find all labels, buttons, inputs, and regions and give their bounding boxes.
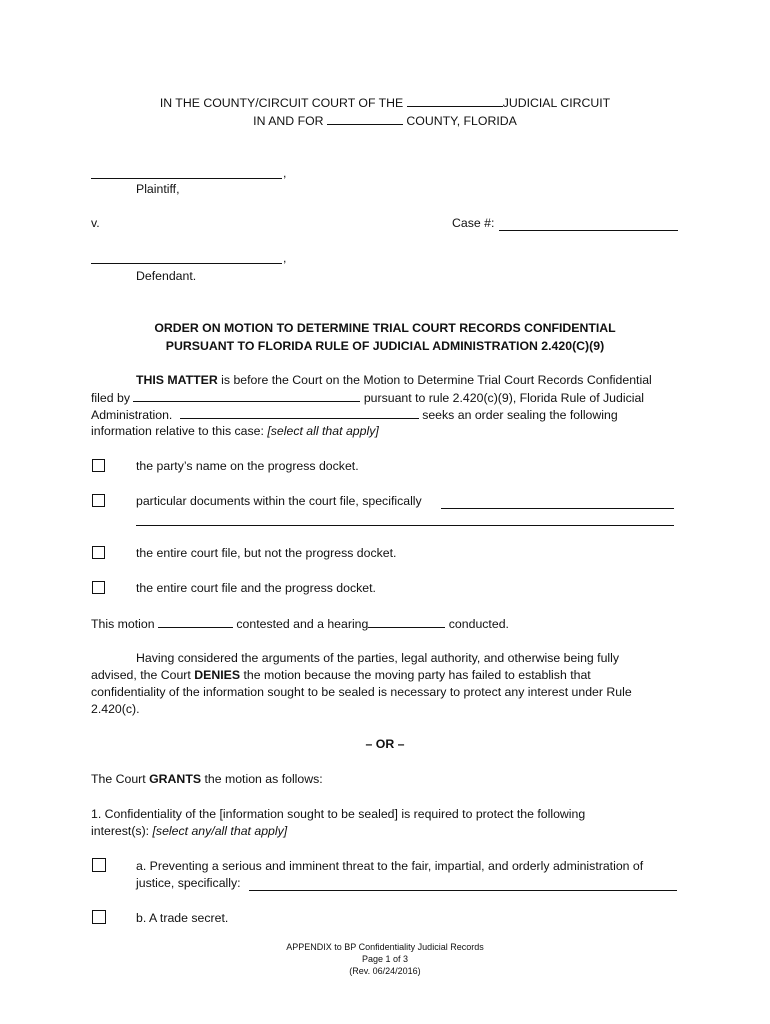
- denies-bold: DENIES: [194, 668, 241, 682]
- seeks-order-text: seeks an order sealing the following: [422, 408, 618, 422]
- interests-text: interest(s):: [91, 824, 150, 838]
- denies-reason-text: the motion because the moving party has failed to establish that: [243, 668, 591, 682]
- party-name-checkbox[interactable]: [92, 459, 105, 472]
- item-1-line-2: [91, 823, 287, 841]
- county-blank[interactable]: [327, 112, 403, 125]
- defendant-comma: ,: [283, 251, 287, 265]
- court-header-line-1: [0, 94, 770, 113]
- intro-line-1: [136, 372, 652, 390]
- filed-by-text: filed by: [91, 391, 130, 405]
- filed-by-blank[interactable]: [133, 389, 360, 402]
- the-court-text: The Court: [91, 772, 146, 786]
- versus-label: v.: [91, 216, 100, 230]
- entire-file-and-docket-label: the entire court file and the progress docket.: [136, 581, 376, 595]
- footer-appendix: APPENDIX to BP Confidentiality Judicial Records: [286, 942, 484, 952]
- information-relative-text: information relative to this case:: [91, 424, 264, 438]
- denies-line-4: 2.420(c).: [91, 702, 140, 716]
- plaintiff-label: Plaintiff,: [136, 182, 180, 196]
- entire-file-and-docket-checkbox[interactable]: [92, 581, 105, 594]
- rule-reference-text: pursuant to rule 2.420(c)(9), Florida Rule of Judicial: [363, 391, 645, 405]
- intro-line-2: [91, 389, 644, 408]
- judicial-circuit-blank[interactable]: [407, 94, 503, 107]
- plaintiff-comma: ,: [283, 166, 287, 180]
- intro-line-4: [91, 423, 379, 441]
- intro-line-3: [91, 406, 618, 425]
- header-county-text: COUNTY, FLORIDA: [406, 114, 517, 128]
- denies-line-2: [91, 667, 591, 685]
- motion-as-follows-text: the motion as follows:: [204, 772, 323, 786]
- contested-blank[interactable]: [158, 615, 233, 628]
- footer-revision: (Rev. 06/24/2016): [349, 966, 421, 976]
- conducted-text: conducted.: [448, 617, 509, 631]
- case-number-blank[interactable]: [499, 230, 678, 231]
- entire-file-not-docket-label: the entire court file, but not the progress docket.: [136, 546, 397, 560]
- hearing-blank[interactable]: [368, 615, 445, 628]
- select-all-instruction: [select all that apply]: [267, 424, 379, 438]
- grants-bold: GRANTS: [149, 772, 202, 786]
- this-motion-text: This motion: [91, 617, 155, 631]
- or-separator: – OR –: [365, 737, 405, 751]
- this-matter-bold: THIS MATTER: [136, 373, 218, 387]
- party-name-option-label: the party’s name on the progress docket.: [136, 459, 359, 473]
- motion-status-line: [91, 615, 509, 634]
- serious-threat-checkbox[interactable]: [92, 858, 106, 872]
- defendant-name-blank[interactable]: [91, 263, 282, 264]
- particular-documents-option-label: particular documents within the court file, specifically: [136, 494, 422, 508]
- header-court-text: IN THE COUNTY/CIRCUIT COURT OF THE: [159, 96, 404, 110]
- header-circuit-text: JUDICIAL CIRCUIT: [502, 96, 611, 110]
- order-title-line-1: ORDER ON MOTION TO DETERMINE TRIAL COURT RECORDS CONFIDENTIAL: [154, 321, 616, 335]
- select-any-instruction: [select any/all that apply]: [152, 824, 288, 838]
- intro-line-1-text: is before the Court on the Motion to Determine Trial Court Records Confidential: [217, 373, 652, 387]
- advised-text: advised, the Court: [91, 668, 191, 682]
- court-header-line-2: [0, 112, 770, 131]
- trade-secret-label: b. A trade secret.: [136, 911, 229, 925]
- entire-file-not-docket-checkbox[interactable]: [92, 546, 105, 559]
- particular-documents-option: [136, 493, 422, 511]
- contested-hearing-text: contested and a hearing: [236, 617, 369, 631]
- particular-documents-checkbox[interactable]: [92, 494, 105, 507]
- justice-specifically-blank[interactable]: [249, 890, 677, 891]
- denies-line-3: confidentiality of the information sought to be sealed is necessary to protect any interest under Rule: [91, 685, 632, 699]
- order-title-line-2: PURSUANT TO FLORIDA RULE OF JUDICIAL ADMINISTRATION 2.420(C)(9): [165, 339, 605, 353]
- plaintiff-name-blank[interactable]: [91, 178, 282, 179]
- header-in-and-for-text: IN AND FOR: [253, 114, 324, 128]
- case-number-label: Case #:: [452, 216, 495, 230]
- moving-party-blank[interactable]: [180, 406, 419, 419]
- denies-line-1: Having considered the arguments of the parties, legal authority, and otherwise being fully: [136, 651, 620, 665]
- footer-page-number: Page 1 of 3: [361, 954, 409, 964]
- administration-text: Administration.: [91, 408, 173, 422]
- grants-line: [91, 771, 323, 789]
- defendant-label: Defendant.: [136, 269, 197, 283]
- serious-threat-line-2: justice, specifically:: [136, 876, 241, 890]
- documents-specifically-blank-2[interactable]: [136, 525, 674, 526]
- serious-threat-line-1: a. Preventing a serious and imminent threat to the fair, impartial, and orderly administration of: [136, 859, 644, 873]
- item-1-line-1: 1. Confidentiality of the [information sought to be sealed] is required to protect the following: [91, 807, 586, 821]
- documents-specifically-blank-1[interactable]: [441, 508, 674, 509]
- trade-secret-checkbox[interactable]: [92, 910, 106, 924]
